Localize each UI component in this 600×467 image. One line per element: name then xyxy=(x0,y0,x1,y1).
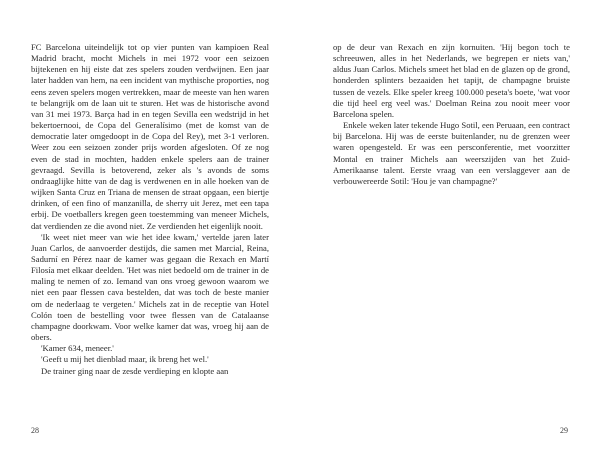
paragraph: De trainer ging naar de zesde verdieping en klopte aan xyxy=(41,365,229,376)
paragraph: 'Geeft u mij het dienblad maar, ik breng het wel.' xyxy=(41,354,209,365)
page-number: 28 xyxy=(31,426,39,435)
page-number: 29 xyxy=(560,426,568,435)
right-page xyxy=(300,0,600,467)
paragraph: 'Ik weet niet meer van wie het idee kwam,' vertelde jaren later Juan Carlos, de aanvoerder destijds, die samen met Marcial, Reina, Sadurní en Pérez naar de kamer was gegaan die Rexach en Martí Filosía met elkaar deelden. 'Het was niet bedoeld om de trainer in de maling te nemen of zo. Iemand van ons vroeg gewoon waarom we niet een paar flessen cava bestelden, dat was toch de beste manier om de nederlaag te vergeten.' Michels zat in de receptie van Hotel Colón toen de bestelling voor twee flessen van de Catalaanse champagne doorkwam. Voor welke kamer dat was, vroeg hij aan de obers. xyxy=(31,231,269,343)
paragraph: op de deur van Rexach en zijn kornuiten. 'Hij begon toch te schreeuwen, alles in het Nederlands, we begrepen er niets van,' aldus Juan Carlos. Michels smeet het blad en de glazen op de grond, honderden splinters bezaaiden het tapijt, de champagne bruiste tussen de vezels. Elke speler kreeg 100.000 peseta's boete, 'wat voor die tijd heel erg veel was.' Doelman Reina zou nooit meer voor Barcelona spelen. xyxy=(333,42,570,119)
left-page-text xyxy=(31,42,269,377)
paragraph: FC Barcelona uiteindelijk tot op vier punten van kampioen Real Madrid bracht, mocht Michels in mei 1972 voor een seizoen bijtekenen en hij eiste dat zes spelers zouden verdwijnen. Een jaar later hadden van hem, na een incident van mythische proporties, nog eens zeven spelers mogen vertrekken, maar de meeste van hen waren te belangrijk om de laan uit te sturen. Het was de historische avond van 31 mei 1973. Barça had in en tegen Sevilla een wedstrijd in het bekertoernooi, de Copa del Generalísimo (met de komst van de democratie later omgedoopt in de Copa del Rey), met 3-1 verloren. Weer zou een seizoen zonder prijs worden afgesloten. Of ze nog even de stad in mochten, hadden enkele spelers aan de trainer gevraagd. Sevilla is betoverend, zeker als 's avonds de soms ondraaglijke hitte van de dag is verdwenen en in alle hoeken van de wijken Santa Cruz en Triana de mensen de straat opgaan, een biertje drinken, of een fino of manzanilla, de sherry uit Jerez, met een tapa erbij. De voetballers kregen geen toestemming van meneer Michels, dat verdienden ze die avond niet. Ze verdienden het eigenlijk nooit. xyxy=(31,42,269,231)
right-page-text xyxy=(333,42,570,187)
paragraph: Enkele weken later tekende Hugo Sotil, een Peruaan, een contract bij Barcelona. Hij was de eerste buitenlander, nu de grenzen weer waren opengesteld. Er was een persconferentie, met voorzitter Montal en trainer Michels aan weerszijden van het Zuid-Amerikaanse talent. Eerste vraag van een verslaggever aan de verbouwereerde Sotil: 'Hou je van champagne?' xyxy=(333,120,570,186)
paragraph: 'Kamer 634, meneer.' xyxy=(41,343,114,354)
